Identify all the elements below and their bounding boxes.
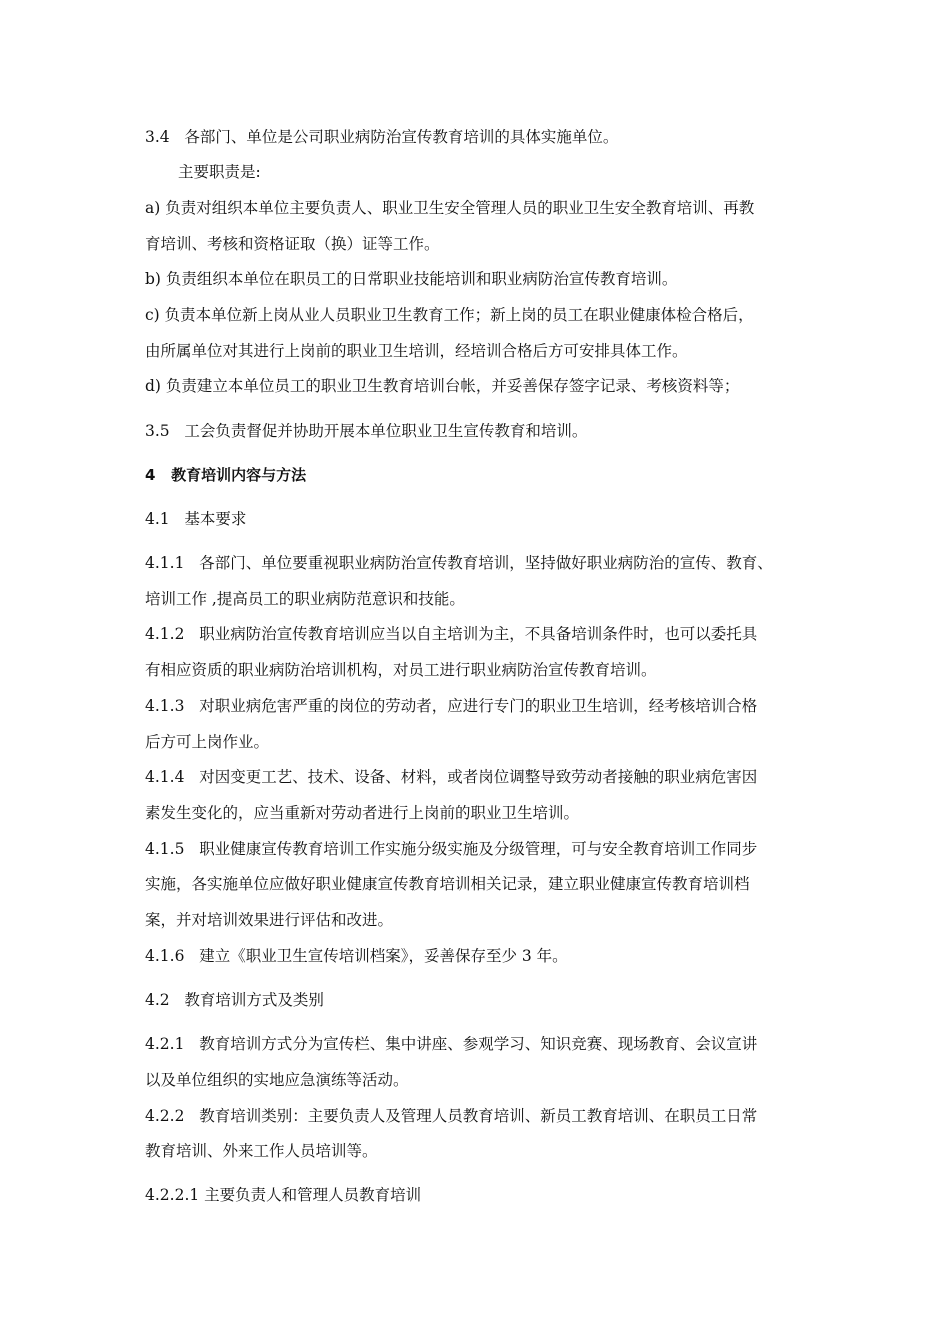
text-line: 3.4 各部门、单位是公司职业病防治宣传教育培训的具体实施单位。	[145, 128, 619, 146]
text-line: b) 负责组织本单位在职员工的日常职业技能培训和职业病防治宣传教育培训。	[145, 270, 678, 288]
subsection-heading: 4.2.2.1 主要负责人和管理人员教育培训	[145, 1186, 422, 1204]
text-line: 4.1.1 各部门、单位要重视职业病防治宣传教育培训，坚持做好职业病防治的宣传、教育、	[145, 554, 773, 572]
text-line: 以及单位组织的实地应急演练等活动。	[145, 1071, 409, 1089]
text-line: 4.2.1 教育培训方式分为宣传栏、集中讲座、参观学习、知识竞赛、现场教育、会议宣讲	[145, 1035, 758, 1053]
text-line: 4.1.5 职业健康宣传教育培训工作实施分级实施及分级管理，可与安全教育培训工作同步	[145, 840, 758, 858]
text-line: 素发生变化的，应当重新对劳动者进行上岗前的职业卫生培训。	[145, 804, 580, 822]
subsection-heading: 4.2 教育培训方式及类别	[145, 991, 324, 1009]
text-line: d) 负责建立本单位员工的职业卫生教育培训台帐，并妥善保存签字记录、考核资料等；	[145, 377, 740, 395]
text-line: 案，并对培训效果进行评估和改进。	[145, 911, 394, 929]
text-line: 3.5 工会负责督促并协助开展本单位职业卫生宣传教育和培训。	[145, 422, 588, 440]
text-line: 培训工作 ,提高员工的职业病防范意识和技能。	[145, 590, 465, 608]
text-line: c) 负责本单位新上岗从业人员职业卫生教育工作；新上岗的员工在职业健康体检合格后，	[145, 306, 754, 324]
text-line: 4.1.2 职业病防治宣传教育培训应当以自主培训为主，不具备培训条件时，也可以委托具	[145, 625, 758, 643]
text-line: 4.1.4 对因变更工艺、技术、设备、材料，或者岗位调整导致劳动者接触的职业病危害因	[145, 768, 758, 786]
subsection-heading: 4.1 基本要求	[145, 510, 247, 528]
text-line: 4.2.2 教育培训类别：主要负责人及管理人员教育培训、新员工教育培训、在职员工日常	[145, 1107, 758, 1125]
text-line: 有相应资质的职业病防治培训机构，对员工进行职业病防治宣传教育培训。	[145, 661, 657, 679]
text-line: 实施，各实施单位应做好职业健康宣传教育培训相关记录，建立职业健康宣传教育培训档	[145, 875, 750, 893]
text-line: a) 负责对组织本单位主要负责人、职业卫生安全管理人员的职业卫生安全教育培训、再教	[145, 199, 755, 217]
text-line: 后方可上岗作业。	[145, 733, 270, 751]
text-line: 育培训、考核和资格证取（换）证等工作。	[145, 235, 440, 253]
text-line: 由所属单位对其进行上岗前的职业卫生培训，经培训合格后方可安排具体工作。	[145, 342, 688, 360]
text-line: 主要职责是:	[178, 163, 261, 181]
text-line: 教育培训、外来工作人员培训等。	[145, 1142, 378, 1160]
text-line: 4.1.6 建立《职业卫生宣传培训档案》，妥善保存至少 3 年。	[145, 947, 568, 965]
section-heading: 4 教育培训内容与方法	[145, 466, 307, 484]
text-line: 4.1.3 对职业病危害严重的岗位的劳动者，应进行专门的职业卫生培训，经考核培训合格	[145, 697, 758, 715]
